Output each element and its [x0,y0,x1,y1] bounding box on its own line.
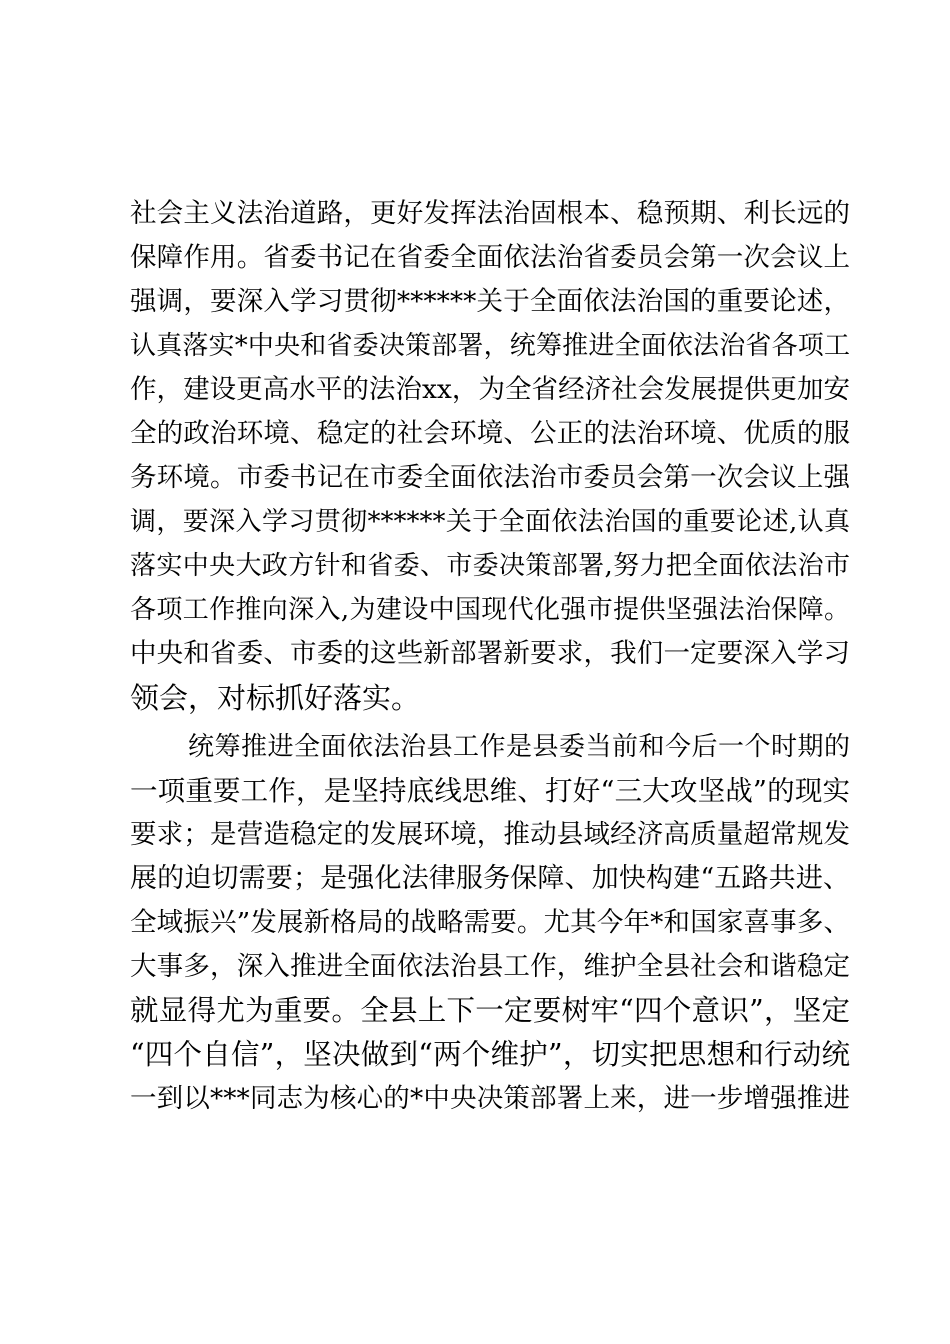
paragraph-1-line-8: 调，要深入学习贯彻******关于全面依法治国的重要论述,认真 [130,507,850,537]
paragraph-1-line-11: 中央和省委、市委的这些新部署新要求，我们一定要深入学习 [130,638,850,669]
paragraph-2-line-4: 展的迫切需要；是强化法律服务保障、加快构建“五路共进、 [130,863,850,894]
paragraph-1-line-4: 认真落实*中央和省委决策部署，统筹推进全面依法治省各项工 [130,331,850,361]
paragraph-1-line-1: 社会主义法治道路，更好发挥法治固根本、稳预期、利长远的 [130,198,850,229]
paragraph-1-line-3: 强调，要深入学习贯彻******关于全面依法治国的重要论述， [130,286,850,317]
paragraph-1-line-10: 各项工作推向深入,为建设中国现代化强市提供坚强法治保障。 [130,595,850,625]
paragraph-2-line-6: 大事多，深入推进全面依法治县工作，维护全县社会和谐稳定 [130,951,850,982]
paragraph-2-line-1: 统筹推进全面依法治县工作是县委当前和今后一个时期的 [188,732,850,762]
paragraph-2-line-5: 全域振兴”发展新格局的战略需要。尤其今年*和国家喜事多、 [130,907,850,938]
paragraph-2-line-7: 就显得尤为重要。全县上下一定要树牢“四个意识”，坚定 [130,994,850,1027]
paragraph-2-line-3: 要求；是营造稳定的发展环境，推动县域经济高质量超常规发 [130,819,850,850]
paragraph-1-line-7: 务环境。市委书记在市委全面依法治市委员会第一次会议上强 [130,462,850,493]
paragraph-2-line-2: 一项重要工作，是坚持底线思维、打好“三大攻坚战”的现实 [130,775,850,807]
paragraph-1-line-2: 保障作用。省委书记在省委全面依法治省委员会第一次会议上 [130,242,850,273]
paragraph-1-line-9: 落实中央大政方针和省委、市委决策部署,努力把全面依法治市 [130,551,850,581]
paragraph-2-line-8: “四个自信”，坚决做到“两个维护”，切实把思想和行动统 [130,1038,850,1071]
paragraph-1-line-12: 领会，对标抓好落实。 [130,681,421,715]
paragraph-1-line-6: 全的政治环境、稳定的社会环境、公正的法治环境、优质的服 [130,418,850,449]
paragraph-2-line-9: 一到以***同志为核心的*中央决策部署上来，进一步增强推进 [130,1083,850,1114]
paragraph-1-line-5: 作，建设更高水平的法治xx，为全省经济社会发展提供更加安 [130,374,850,405]
